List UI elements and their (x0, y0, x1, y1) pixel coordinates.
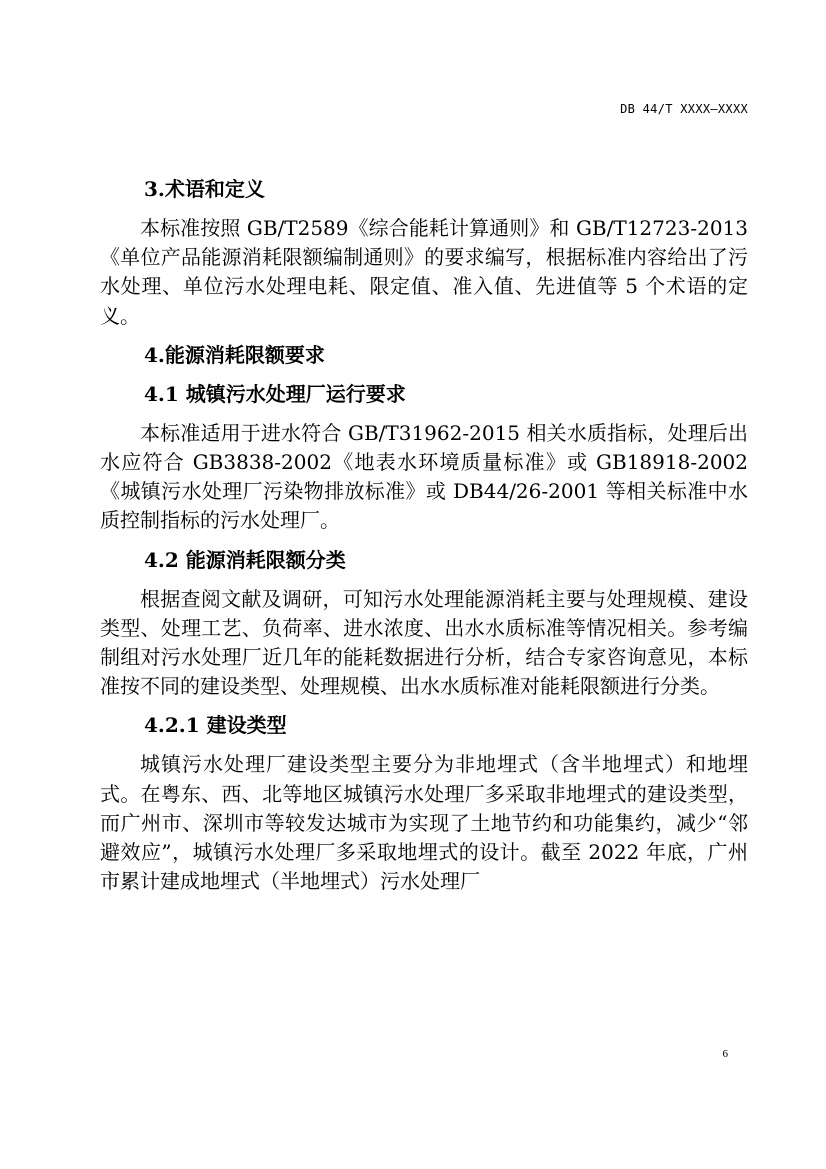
document-code-header: DB 44/T XXXX—XXXX (620, 102, 748, 116)
page-number: 6 (722, 1048, 728, 1060)
section-4-2-1-paragraph: 城镇污水处理厂建设类型主要分为非地埋式（含半地埋式）和地埋式。在粤东、西、北等地区城镇污水处理厂多采取非地埋式的建设类型，而广州市、深圳市等较发达城市为实现了土地节约和功能集约，减少“邻避效应”，城镇污水处理厂多采取地埋式的设计。截至 2022 年底，广州市累计建成地埋式（半地埋式）污水处理厂 (100, 752, 748, 894)
section-4-2-1-heading: 4.2.1 建设类型 (144, 713, 287, 738)
section-4-heading: 4.能源消耗限额要求 (144, 342, 325, 367)
section-4-1-paragraph: 本标准适用于进水符合 GB/T31962-2015 相关水质指标，处理后出水应符合 GB3838-2002《地表水环境质量标准》或 GB18918-2002《城镇污水处理厂污染物排放标准》或 DB44/26-2001 等相关标准中水质控制指标的污水处理厂。 (100, 420, 748, 533)
document-body (100, 170, 748, 901)
section-3-heading: 3.术语和定义 (144, 177, 265, 201)
section-4-2-paragraph: 根据查阅文献及调研，可知污水处理能源消耗主要与处理规模、建设类型、处理工艺、负荷率、进水浓度、出水水质标准等情况相关。参考编制组对污水处理厂近几年的能耗数据进行分析，结合专家咨询意见，本标准按不同的建设类型、处理规模、出水水质标准对能耗限额进行分类。 (100, 586, 748, 699)
section-4-2-heading: 4.2 能源消耗限额分类 (144, 547, 346, 572)
section-3-paragraph: 本标准按照 GB/T2589《综合能耗计算通则》和 GB/T12723-2013《单位产品能源消耗限额编制通则》的要求编写，根据标准内容给出了污水处理、单位污水处理电耗、限定值、准入值、先进值等 5 个术语的定义。 (100, 216, 748, 328)
section-4-1-heading: 4.1 城镇污水处理厂运行要求 (144, 381, 406, 406)
